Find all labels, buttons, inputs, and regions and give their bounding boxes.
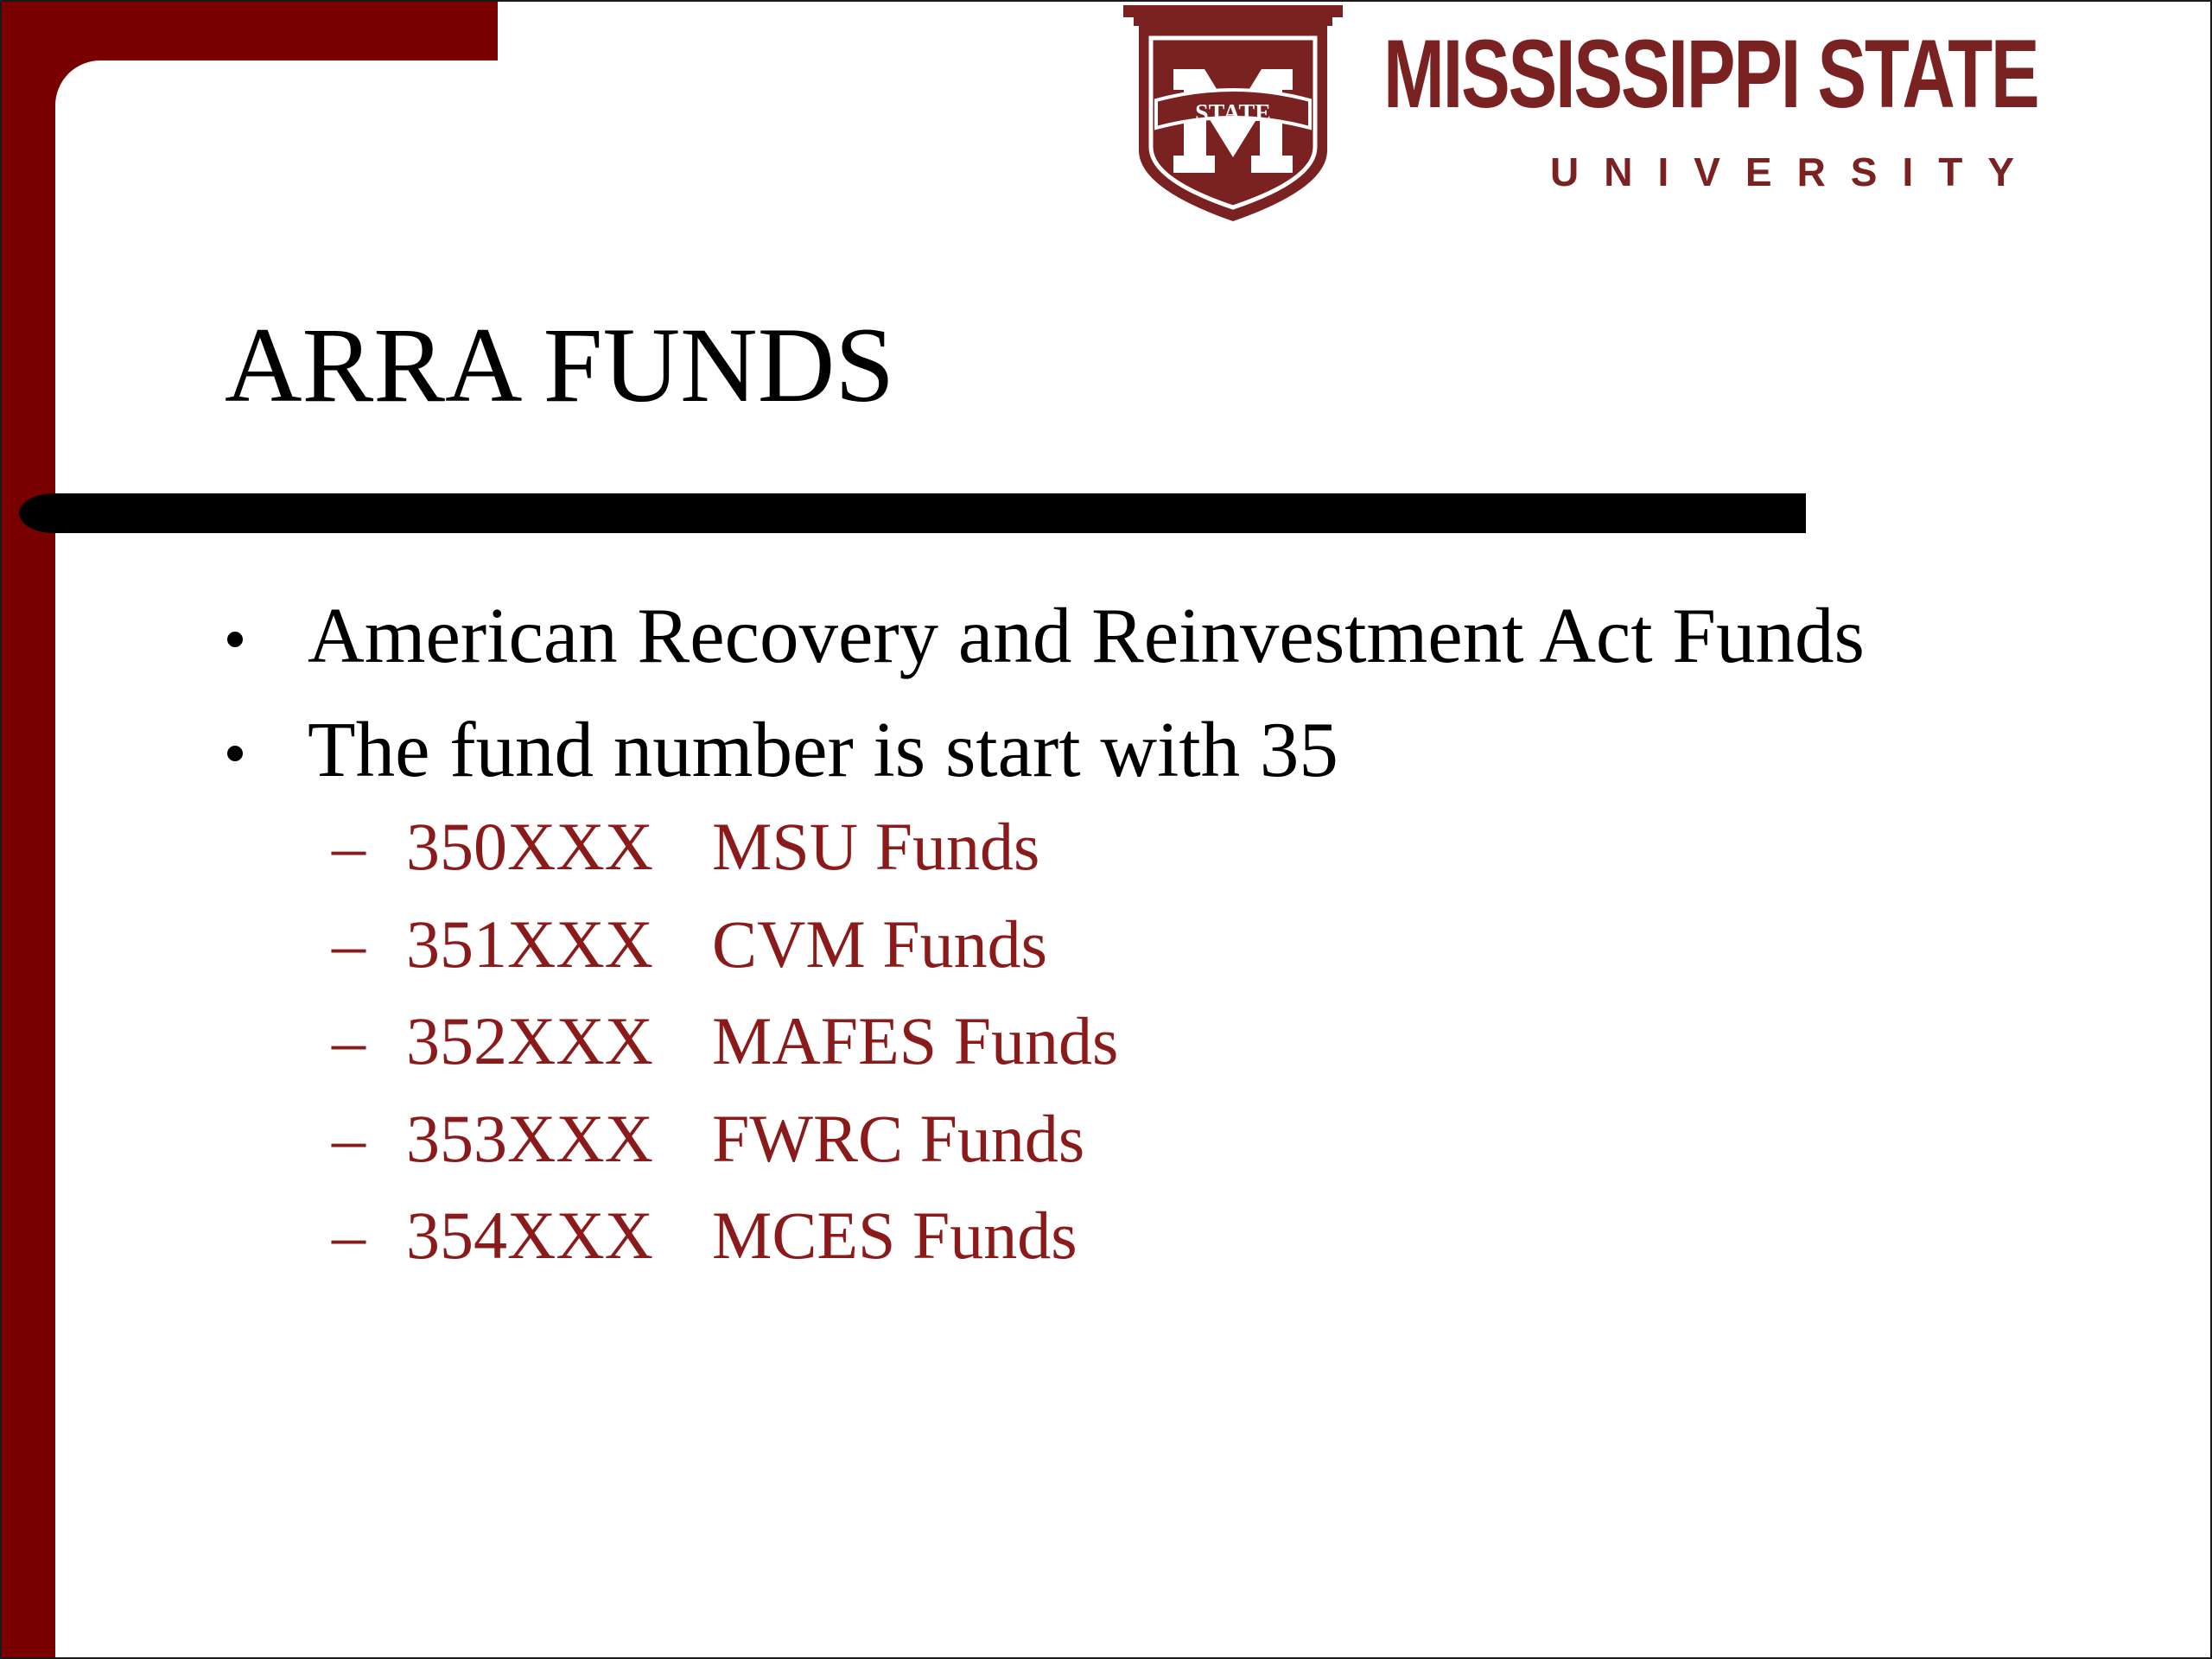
fund-code: 352XXX: [406, 1003, 653, 1078]
fund-code: 351XXX: [406, 906, 653, 982]
fund-name: FWRC Funds: [712, 1100, 1085, 1176]
fund-code: 354XXX: [406, 1198, 653, 1273]
dash-marker: –: [332, 1100, 365, 1176]
msu-logo: [1122, 3, 2202, 225]
dash-marker: –: [332, 1003, 365, 1078]
shield-banner-text: STATE: [1195, 100, 1271, 127]
msu-shield-logo-icon: [1122, 3, 1344, 225]
fund-name: CVM Funds: [712, 906, 1047, 982]
slide-content-area: [55, 60, 2212, 1659]
fund-name: MSU Funds: [712, 809, 1040, 884]
fund-name: MCES Funds: [712, 1198, 1077, 1273]
bullet-dot-icon: [227, 746, 243, 761]
bullet-dot-icon: [227, 632, 243, 647]
dash-marker: –: [332, 809, 365, 884]
bullet-text: The fund number is start with 35: [308, 706, 1338, 793]
bullet-text: American Recovery and Reinvestment Act Funds: [308, 592, 1865, 679]
title-divider-rule: [19, 493, 1806, 533]
fund-code: 350XXX: [406, 809, 653, 884]
dash-marker: –: [332, 906, 365, 982]
fund-name: MAFES Funds: [712, 1003, 1119, 1078]
dash-marker: –: [332, 1198, 365, 1273]
slide-title: ARRA FUNDS: [225, 306, 895, 424]
university-wordmark: MISSISSIPPI STATE: [1383, 20, 2038, 128]
university-subtitle: UNIVERSITY: [1550, 149, 2040, 194]
fund-code: 353XXX: [406, 1100, 653, 1176]
title-divider-tip: [19, 493, 116, 533]
